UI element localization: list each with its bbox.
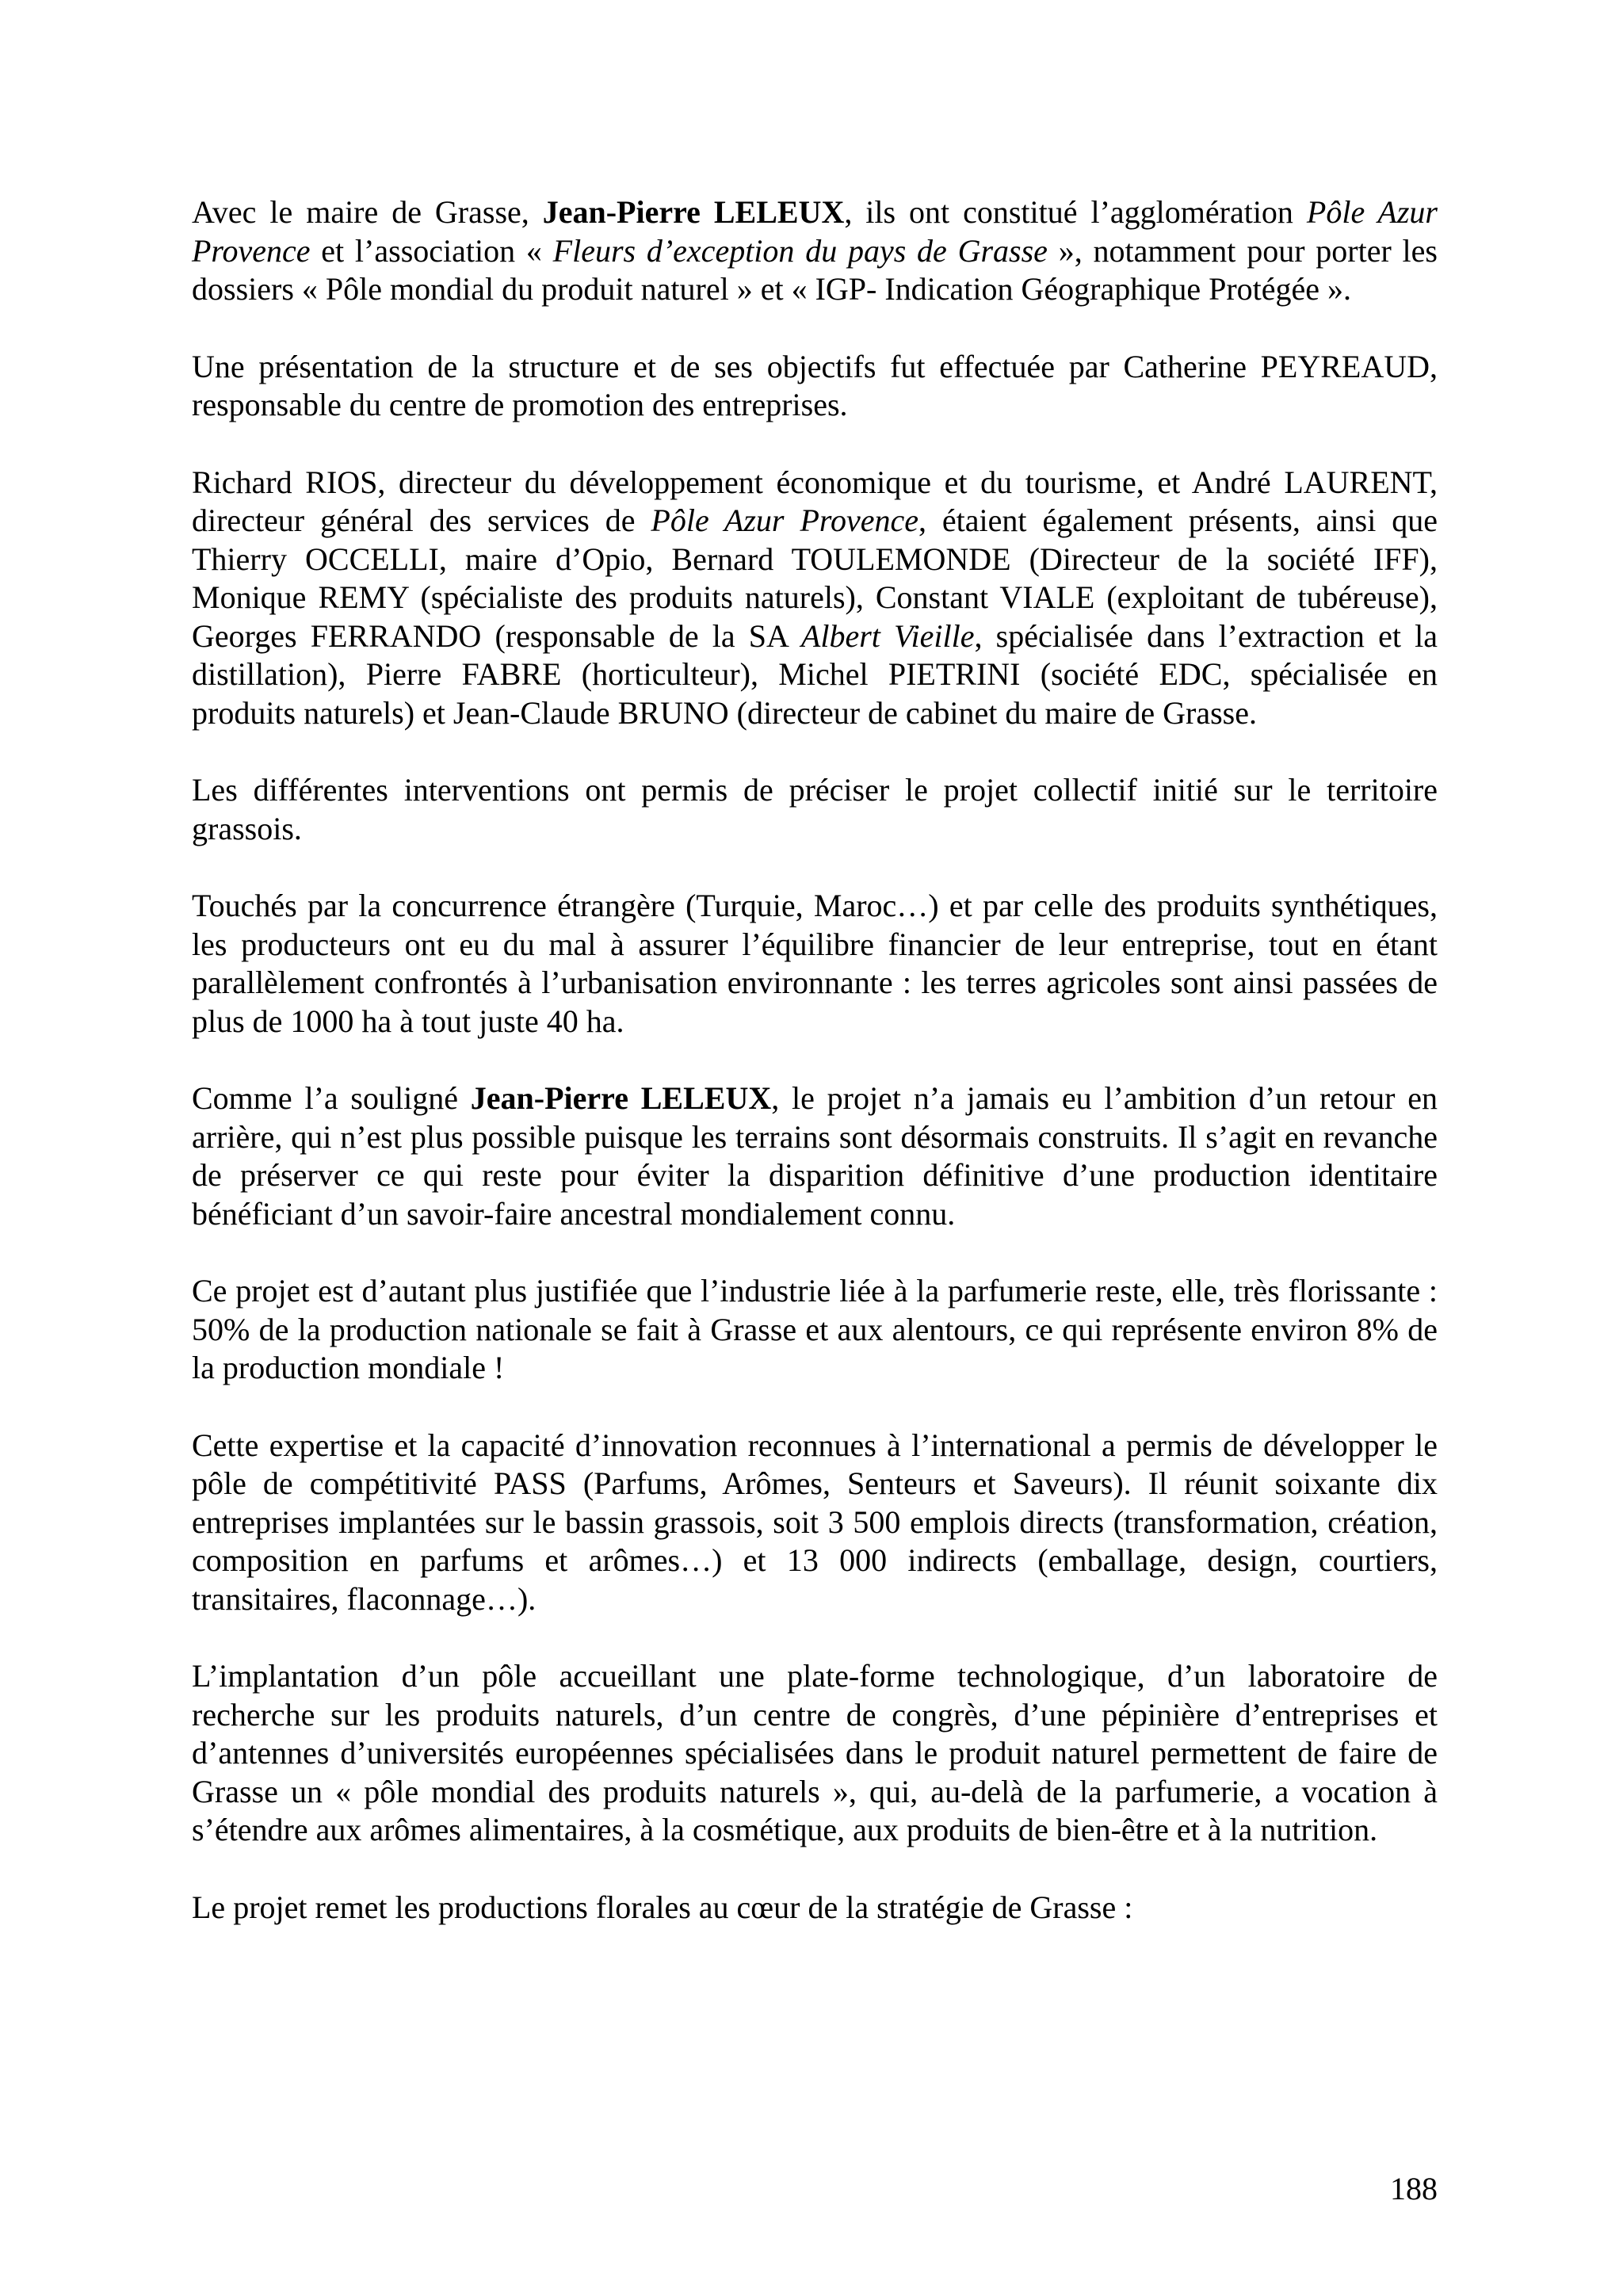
paragraph-text: Le projet remet les productions florales au cœur de la stratégie de Grasse : <box>192 1889 1133 1925</box>
paragraph-text: Cette expertise et la capacité d’innovation reconnues à l’international a permis de développer le pôle de compétitivité PASS (Parfums, Arômes, Senteurs et Saveurs). Il réunit soixante dix entreprises implantées sur le bassin grassois, soit 3 500 emplois directs (transformation, création, composition en parfums et arômes…) et 13 000 indirects (emballage, design, courtiers, transitaires, flaconnage…). <box>192 1427 1438 1617</box>
paragraph-text: , le projet n’a jamais eu l’ambition d’un retour en arrière, qui n’est plus possible puisque les terrains sont désormais construits. Il s’agit en revanche de préserver ce qui reste pour éviter la disparition définitive d’une production identitaire bénéficiant d’un savoir-faire ancestral mondialement connu. <box>192 1080 1438 1232</box>
paragraph-7 <box>192 1272 1438 1388</box>
paragraph-5 <box>192 887 1438 1041</box>
paragraph-text: Richard RIOS, directeur du développement économique et du tourisme, et André LAURENT, directeur général des services de <box>192 464 1438 538</box>
paragraph-text: Touchés par la concurrence étrangère (Turquie, Maroc…) et par celle des produits synthétiques, les producteurs ont eu du mal à assurer l’équilibre financier de leur entreprise, tout en étant parallèlement confrontés à l’urbanisation environnante : les terres agricoles sont ainsi passées de plus de 1000 ha à tout juste 40 ha. <box>192 888 1438 1039</box>
paragraph-text: , étaient également présents, ainsi que Thierry OCCELLI, maire d’Opio, Bernard TOULEMONDE (Directeur de la société IFF), Monique REMY (spécialiste des produits naturels), Constant VIALE (exploitant de tubéreuse), Georges FERRANDO (responsable de la SA <box>192 502 1438 654</box>
paragraph-text: et l’association « <box>310 232 553 269</box>
paragraph-text: Ce projet est d’autant plus justifiée que l’industrie liée à la parfumerie reste, elle, très florissante : 50% de la production nationale se fait à Grasse et aux alentours, ce qui représente environ 8% de la production mondiale ! <box>192 1273 1438 1385</box>
paragraph-10 <box>192 1889 1438 1927</box>
document-body <box>192 193 1438 1927</box>
paragraph-1 <box>192 193 1438 309</box>
paragraph-text: , ils ont constitué l’agglomération <box>844 194 1307 230</box>
person-name-emphasis: Jean-Pierre LELEUX <box>470 1080 772 1116</box>
paragraph-text: L’implantation d’un pôle accueillant une plate-forme technologique, d’un laboratoire de recherche sur les produits naturels, d’un centre de congrès, d’une pépinière d’entreprises et d’antennes d’universités européennes spécialisées dans le produit naturel permettent de faire de Grasse un « pôle mondial des produits naturels », qui, au-delà de la parfumerie, a vocation à s’étendre aux arômes alimentaires, à la cosmétique, aux produits de bien-être et à la nutrition. <box>192 1658 1438 1847</box>
paragraph-9 <box>192 1657 1438 1850</box>
organization-name-emphasis: Pôle Azur Provence <box>651 502 918 538</box>
paragraph-3 <box>192 464 1438 733</box>
association-name-emphasis: Fleurs d’exception du pays de Grasse <box>552 232 1048 269</box>
paragraph-4 <box>192 771 1438 848</box>
paragraph-text: », notamment pour porter les dossiers « Pôle mondial du produit naturel » et « IGP- Indication Géographique Protégée ». <box>192 232 1438 307</box>
paragraph-text: Une présentation de la structure et de ses objectifs fut effectuée par Catherine PEYREAUD, responsable du centre de promotion des entreprises. <box>192 348 1438 422</box>
paragraph-2 <box>192 348 1438 425</box>
paragraph-text: Comme l’a souligné <box>192 1080 471 1116</box>
paragraph-text: Les différentes interventions ont permis de préciser le projet collectif initié sur le territoire grassois. <box>192 772 1438 846</box>
paragraph-8 <box>192 1427 1438 1619</box>
organization-name-emphasis: Pôle Azur Provence <box>192 194 1438 269</box>
paragraph-text: Avec le maire de Grasse, <box>192 194 543 230</box>
company-name-emphasis: Albert Vieille <box>800 617 975 654</box>
paragraph-6 <box>192 1079 1438 1233</box>
page-number: 188 <box>1390 2171 1438 2206</box>
paragraph-text: , spécialisée dans l’extraction et la distillation), Pierre FABRE (horticulteur), Michel PIETRINI (société EDC, spécialisée en produits naturels) et Jean-Claude BRUNO (directeur de cabinet du maire de Grasse. <box>192 617 1438 731</box>
person-name-emphasis: Jean-Pierre LELEUX <box>542 194 845 230</box>
